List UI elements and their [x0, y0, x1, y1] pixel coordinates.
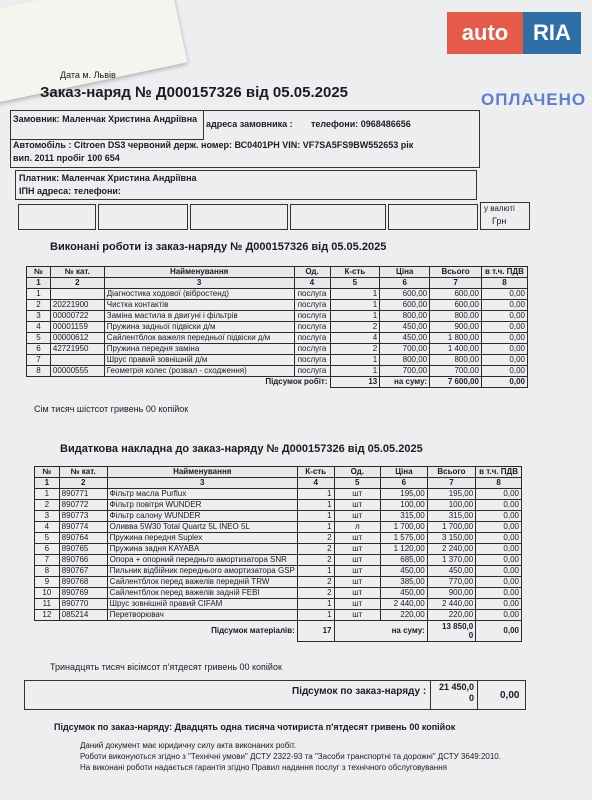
parts-cell: 1 700,00 [427, 522, 475, 533]
parts-header-4: К-сть [297, 467, 334, 478]
works-total-qty: 13 [330, 377, 380, 388]
parts-cell: шт [334, 588, 381, 599]
parts-header-3: Найменування [107, 467, 297, 478]
parts-cell: 890766 [59, 555, 107, 566]
parts-cell: 220,00 [427, 610, 475, 621]
parts-cell: Шрус зовнішній правий CIFAM [107, 599, 297, 610]
works-row [27, 289, 528, 300]
parts-row [35, 522, 522, 533]
parts-total-qty: 17 [297, 621, 334, 642]
parts-colnum-2: 2 [59, 478, 107, 489]
works-cell: 1 800,00 [430, 333, 482, 344]
parts-header-6: Ціна [381, 467, 428, 478]
parts-header-2: № кат. [59, 467, 107, 478]
works-colnum-2: 2 [50, 278, 104, 289]
works-cell: 42721950 [50, 344, 104, 355]
works-row [27, 366, 528, 377]
parts-cell: 890769 [59, 588, 107, 599]
works-cell: послуга [294, 333, 330, 344]
parts-cell: 2 [297, 588, 334, 599]
works-cell: 800,00 [430, 355, 482, 366]
works-cell: 2 [330, 322, 380, 333]
parts-cell: 890765 [59, 544, 107, 555]
works-cell: 600,00 [380, 300, 430, 311]
parts-row [35, 599, 522, 610]
works-cell: 0,00 [481, 344, 527, 355]
parts-cell: 1 575,00 [381, 533, 428, 544]
works-cell [50, 289, 104, 300]
works-cell: 0,00 [481, 355, 527, 366]
parts-cell: Фільтр повітря WUNDER [107, 500, 297, 511]
works-header-7: Всього [430, 267, 482, 278]
parts-cell: 0,00 [476, 522, 522, 533]
parts-cell: л [334, 522, 381, 533]
parts-cell: 2 440,00 [381, 599, 428, 610]
parts-cell: 385,00 [381, 577, 428, 588]
works-cell: Діагностика ходової (вібростенд) [104, 289, 294, 300]
works-cell: 1 [27, 289, 51, 300]
works-cell: 800,00 [430, 311, 482, 322]
payer: Платник: Маленчак Христина Андріївна [19, 173, 197, 183]
parts-title: Видаткова накладна до заказ-наряду № Д000157326 від 05.05.2025 [60, 443, 423, 455]
parts-cell: 1 [297, 566, 334, 577]
parts-cell: 770,00 [427, 577, 475, 588]
parts-cell: 0,00 [476, 577, 522, 588]
works-cell: 450,00 [380, 333, 430, 344]
works-cell: 2 [27, 300, 51, 311]
works-cell: 5 [27, 333, 51, 344]
works-header-5: К-сть [330, 267, 380, 278]
parts-cell: 315,00 [381, 511, 428, 522]
works-table: № № кат. Найменування Од. К-сть Ціна Всього в т.ч. ПДВ 1 2 3 4 5 6 7 8 1 Діагностика ходової (вібростенд) послуга 1 600,00 600,00 0,00 2 20221900 Чистка контактів послуга 1 600,00 600,00 0,00 3 00000722 Заміна мастила в двигуні і фільтрів послуга 1 800,00 800,00 0,00 4 00001159 Пружина задньої підвіски д/м послуга 2 450,00 900,00 0,00 5 00000612 Сайлентблок важеля передньої підвіски д/м послуга 4 450,00 1 800,00 0,00 6 42721950 Пружина передня заміна послуга 2 700,00 1 400,00 0,00 7 Шрус правий зовнішній д/м послуга 1 800,00 800,00 0,00 8 00000555 Геометрія колес (розвал - сходження) послуга 1 700,00 700,00 0,00 Підсумок робіт: 13 на суму: 7 600,00 0,00 [26, 266, 528, 388]
parts-header-1: № [35, 467, 60, 478]
works-cell: 1 [330, 300, 380, 311]
works-cell: 0,00 [481, 366, 527, 377]
parts-cell: 0,00 [476, 566, 522, 577]
parts-cell: Сайлентблок перед важелів задній FEBI [107, 588, 297, 599]
works-header-1: № [27, 267, 51, 278]
works-cell: 1 400,00 [430, 344, 482, 355]
works-cell: 00000612 [50, 333, 104, 344]
works-cell: 00001159 [50, 322, 104, 333]
customer-name: Замовник: Маленчак Христина Андріївна [13, 114, 198, 124]
parts-cell: 1 [297, 599, 334, 610]
parts-cell: 2 [35, 500, 60, 511]
currency: Грн [492, 216, 507, 226]
works-cell: послуга [294, 366, 330, 377]
works-colnum-4: 4 [294, 278, 330, 289]
customer-address-label: адреса замовника : [206, 119, 293, 129]
parts-cell: 890771 [59, 489, 107, 500]
footer-line-3: На виконані роботи надається гарантія згідно Правил надання послуг з технічного обслуговування [80, 763, 447, 772]
parts-cell: 685,00 [381, 555, 428, 566]
autoria-logo: auto RIA [447, 12, 581, 54]
works-cell: Пружина передня заміна [104, 344, 294, 355]
works-row [27, 355, 528, 366]
works-cell: 450,00 [380, 322, 430, 333]
parts-cell: 195,00 [427, 489, 475, 500]
works-cell: Пружина задньої підвіски д/м [104, 322, 294, 333]
parts-cell: шт [334, 577, 381, 588]
parts-cell: 0,00 [476, 500, 522, 511]
parts-cell: 890767 [59, 566, 107, 577]
grand-total-sum: 21 450,0 0 [438, 682, 474, 703]
parts-vat: 0,00 [476, 621, 522, 642]
parts-cell: 0,00 [476, 533, 522, 544]
parts-cell: 1 120,00 [381, 544, 428, 555]
parts-cell: 0,00 [476, 489, 522, 500]
parts-cell: 0,00 [476, 544, 522, 555]
car-info-2: вип. 2011 пробіг 100 654 [13, 153, 120, 163]
parts-cell: Пильник відбійник переднього амортизатора GSP [107, 566, 297, 577]
works-header-2: № кат. [50, 267, 104, 278]
parts-cell: шт [334, 544, 381, 555]
works-cell: 3 [27, 311, 51, 322]
parts-cell: 890774 [59, 522, 107, 533]
parts-row [35, 511, 522, 522]
parts-cell: 315,00 [427, 511, 475, 522]
footer-line-1: Даний документ має юридичну силу акта виконаних робіт. [80, 741, 297, 750]
parts-cell: Фільтр масла Purflux [107, 489, 297, 500]
parts-cell: шт [334, 533, 381, 544]
parts-cell: 890768 [59, 577, 107, 588]
parts-colnum-1: 1 [35, 478, 60, 489]
parts-cell: шт [334, 566, 381, 577]
works-title: Виконані роботи із заказ-наряду № Д000157326 від 05.05.2025 [50, 241, 387, 253]
parts-colnum-3: 3 [107, 478, 297, 489]
works-cell: 1 [330, 355, 380, 366]
works-cell: 00000722 [50, 311, 104, 322]
parts-cell: шт [334, 489, 381, 500]
parts-cell: 0,00 [476, 599, 522, 610]
parts-cell: 10 [35, 588, 60, 599]
parts-cell: Пружина задня KAYABA [107, 544, 297, 555]
works-cell: 0,00 [481, 300, 527, 311]
parts-row [35, 577, 522, 588]
works-row [27, 344, 528, 355]
parts-cell: Перетворювач [107, 610, 297, 621]
parts-cell: Фільтр салону WUNDER [107, 511, 297, 522]
parts-colnum-7: 7 [427, 478, 475, 489]
works-cell: 0,00 [481, 333, 527, 344]
parts-cell: 100,00 [427, 500, 475, 511]
parts-table: № № кат. Найменування К-сть Од. Ціна Всього в т.ч. ПДВ 1 2 3 4 5 6 7 8 1 890771 Фільтр масла Purflux 1 шт 195,00 195,00 0,00 2 890772 Фільтр повітря WUNDER 1 шт 100,00 100,00 0,00 3 890773 Фільтр салону WUNDER 1 шт 315,00 315,00 0,00 4 890774 Оливва 5W30 Total Quartz 5L INEO 5L 1 л 1 700,00 1 700,00 0,00 5 890764 Пружина передня Suplex 2 шт 1 575,00 3 150,00 0,00 6 890765 Пружина задня KAYABA 2 шт 1 120,00 2 240,00 0,00 7 890766 Опора + опорний передньго амортизатора SNR 2 шт 685,00 1 370,00 0,00 8 890767 Пильник відбійник переднього амортизатора GSP 1 шт 450,00 450,00 0,00 9 890768 Сайлентблок перед важелів передній TRW 2 шт 385,00 770,00 0,00 10 890769 Сайлентблок перед важелів задній FEBI 2 шт 450,00 900,00 0,00 11 890770 Шрус зовнішній правий CIFAM 1 шт 2 440,00 2 440,00 0,00 12 085214 Перетворювач 1 шт 220,00 220,00 0,00 Підсумок матеріалів: 17 на суму: 13 850,0 0 0,00 [34, 466, 522, 642]
works-cell: 600,00 [430, 300, 482, 311]
parts-row [35, 489, 522, 500]
parts-cell: 2 [297, 577, 334, 588]
works-row [27, 322, 528, 333]
parts-sum-words: Тринадцять тисяч вісімсот п'ятдесят гривень 00 копійок [50, 662, 282, 672]
grand-total-words: Підсумок по заказ-наряду: Двадцять одна тисяча чотириста п'ятдесят гривень 00 копійок [54, 722, 456, 732]
works-cell: Чистка контактів [104, 300, 294, 311]
parts-cell: шт [334, 500, 381, 511]
parts-colnum-4: 4 [297, 478, 334, 489]
parts-cell: Пружина передня Suplex [107, 533, 297, 544]
works-cell: 00000555 [50, 366, 104, 377]
works-cell [50, 355, 104, 366]
parts-cell: 1 [297, 489, 334, 500]
parts-cell: 6 [35, 544, 60, 555]
parts-cell: 9 [35, 577, 60, 588]
parts-cell: 890770 [59, 599, 107, 610]
works-cell: 0,00 [481, 289, 527, 300]
parts-cell: 0,00 [476, 555, 522, 566]
parts-cell: 0,00 [476, 610, 522, 621]
customer-phone: телефони: 0968486656 [311, 119, 411, 129]
parts-header-8: в т.ч. ПДВ [476, 467, 522, 478]
parts-cell: 2 [297, 555, 334, 566]
works-cell: 800,00 [380, 355, 430, 366]
parts-cell: 8 [35, 566, 60, 577]
parts-row [35, 610, 522, 621]
works-colnum-6: 6 [380, 278, 430, 289]
parts-cell: Оливва 5W30 Total Quartz 5L INEO 5L [107, 522, 297, 533]
grand-total-label: Підсумок по заказ-наряду : [292, 686, 427, 697]
works-header-4: Од. [294, 267, 330, 278]
parts-cell: 0,00 [476, 588, 522, 599]
parts-cell: шт [334, 555, 381, 566]
parts-cell: 450,00 [381, 588, 428, 599]
works-cell: 7 [27, 355, 51, 366]
parts-row [35, 500, 522, 511]
parts-cell: 1 [297, 511, 334, 522]
parts-cell: Сайлентблок перед важелів передній TRW [107, 577, 297, 588]
works-cell: послуга [294, 322, 330, 333]
works-cell: послуга [294, 344, 330, 355]
parts-cell: 3 150,00 [427, 533, 475, 544]
works-cell: Заміна мастила в двигуні і фільтрів [104, 311, 294, 322]
parts-cell: 900,00 [427, 588, 475, 599]
parts-sum: 13 850,0 0 [427, 621, 475, 642]
works-sum-words: Сім тисяч шістсот гривень 00 копійок [34, 404, 189, 414]
parts-row [35, 566, 522, 577]
parts-colnum-5: 5 [334, 478, 381, 489]
parts-cell: шт [334, 511, 381, 522]
parts-cell: 1 [35, 489, 60, 500]
works-cell: 0,00 [481, 322, 527, 333]
works-sum: 7 600,00 [430, 377, 482, 388]
works-cell: послуга [294, 300, 330, 311]
parts-cell: 2 [297, 533, 334, 544]
parts-cell: шт [334, 610, 381, 621]
works-header-8: в т.ч. ПДВ [481, 267, 527, 278]
parts-cell: 1 370,00 [427, 555, 475, 566]
works-cell: Сайлентблок важеля передньої підвіски д/м [104, 333, 294, 344]
works-cell: послуга [294, 355, 330, 366]
document-page: auto RIA Дата м. Львів Заказ-наряд № Д000157326 від 05.05.2025 ОПЛАЧЕНО Замовник: Маленчак Христина Андріївна адреса замовника : телефони: 0968486656 Автомобіль : Citroen DS3 червоний держ. номер: ВС0401РН VIN: VF7SA5FS9BW552653 рік вип. 2011 пробіг 100 654 Платник: Маленчак Христина Андріївна ІПН адреса: телефони: у валюті Грн Виконані роботи із заказ-наряду № Д000157326 від 05.05.2025 № № кат. Найменування Од. К-сть Ціна Всього в т.ч. ПДВ 1 2 3 4 5 6 7 8 1 Діагностика ходової (вібростенд) послуга 1 600,00 600,00 0,00 2 20221900 Чистка контактів послуга 1 600,00 600,00 0,00 3 00000722 Заміна мастила в двигуні і фільтрів послуга 1 800,00 800,00 0,00 4 00001159 Пружина задньої підвіски д/м послуга 2 450,00 900,00 0,00 5 00000612 Сайлентблок важеля передньої підвіски д/м послуга 4 450,00 1 800,00 0,00 6 42721950 Пружина передня заміна послуга 2 700,00 1 400,00 0,00 7 Шрус правий зовнішній д/м послуга 1 800,00 800,00 0,00 8 00000555 Геометрія колес (розвал - сходження) послуга 1 700,00 700,00 0,00 Підсумок робіт: 13 на суму: 7 600,00 0,00 Сім тисяч шістсот гривень 00 копійок Видаткова накладна до заказ-наряду № Д000157326 від 05.05.2025 № № кат. Найменування К-сть Од. Ціна Всього в т.ч. ПДВ 1 2 3 4 5 6 7 8 1 890771 Фільтр масла Purflux 1 шт 195,00 195,00 0,00 2 890772 Фільтр повітря WUNDER 1 шт 100,00 100,00 0,00 3 890773 Фільтр салону WUNDER 1 шт 315,00 315,00 0,00 4 890774 Оливва 5W30 Total Quartz 5L INEO 5L 1 л 1 700,00 1 700,00 0,00 5 890764 Пружина передня Suplex 2 шт 1 575,00 3 150,00 0,00 6 890765 Пружина задня KAYABA 2 шт 1 120,00 2 240,00 0,00 7 890766 Опора + опорний передньго амортизатора SNR 2 шт 685,00 1 370,00 0,00 8 890767 Пильник відбійник переднього амортизатора GSP 1 шт 450,00 450,00 0,00 9 890768 Сайлентблок перед важелів передній TRW 2 шт 385,00 770,00 0,00 10 890769 Сайлентблок перед важелів задній FEBI 2 шт 450,00 900,00 0,00 11 890770 Шрус зовнішній правий CIFAM 1 шт 2 440,00 2 440,00 0,00 12 085214 Перетворювач 1 шт 220,00 220,00 0,00 Підсумок матеріалів: 17 на суму: 13 850,0 0 0,00 Тринадцять тисяч вісімсот п'ятдесят гривень 00 копійок Підсумок по заказ-наряду : 21 450,0 0 0,00 Підсумок по заказ-наряду: Двадцять одна тисяча чотириста п'ятдесят гривень 00 копійок Даний документ має юридичну силу акта виконаних робіт. Роботи виконуються згідно з "Технічні умови" ДСТУ 2322-93 та "Засоби транспортні та дорожні" ДСТУ 3649:2010. На виконані роботи надається гарантія згідно Правил надання послуг з технічного обслуговування [0, 0, 592, 800]
parts-cell: 11 [35, 599, 60, 610]
parts-cell: 890772 [59, 500, 107, 511]
parts-cell: 2 440,00 [427, 599, 475, 610]
parts-cell: 1 [297, 500, 334, 511]
parts-cell: 5 [35, 533, 60, 544]
grand-total-vat: 0,00 [500, 690, 520, 701]
page-title: Заказ-наряд № Д000157326 від 05.05.2025 [40, 84, 349, 101]
parts-cell: 1 [297, 610, 334, 621]
works-colnum-7: 7 [430, 278, 482, 289]
works-header-6: Ціна [380, 267, 430, 278]
parts-header-5: Од. [334, 467, 381, 478]
works-vat: 0,00 [481, 377, 527, 388]
parts-cell: 3 [35, 511, 60, 522]
works-colnum-5: 5 [330, 278, 380, 289]
parts-cell: 2 [297, 544, 334, 555]
works-colnum-8: 8 [481, 278, 527, 289]
works-cell: 20221900 [50, 300, 104, 311]
parts-cell: 195,00 [381, 489, 428, 500]
works-cell: 1 [330, 366, 380, 377]
car-info: Автомобіль : Citroen DS3 червоний держ. номер: ВС0401РН VIN: VF7SA5FS9BW552653 рік [13, 140, 414, 150]
works-row [27, 300, 528, 311]
works-cell: послуга [294, 289, 330, 300]
parts-cell: 1 [297, 522, 334, 533]
parts-row [35, 588, 522, 599]
parts-cell: 450,00 [427, 566, 475, 577]
works-cell: 1 [330, 311, 380, 322]
works-cell: 900,00 [430, 322, 482, 333]
footer-line-2: Роботи виконуються згідно з "Технічні умови" ДСТУ 2322-93 та "Засоби транспортні та дорожні" ДСТУ 3649:2010. [80, 752, 501, 761]
parts-cell: 0,00 [476, 511, 522, 522]
parts-cell: 890764 [59, 533, 107, 544]
works-cell: 700,00 [380, 366, 430, 377]
parts-cell: 890773 [59, 511, 107, 522]
parts-cell: 450,00 [381, 566, 428, 577]
works-cell: 1 [330, 289, 380, 300]
works-row [27, 333, 528, 344]
works-cell: 700,00 [430, 366, 482, 377]
works-colnum-3: 3 [104, 278, 294, 289]
parts-colnum-6: 6 [381, 478, 428, 489]
parts-cell: 4 [35, 522, 60, 533]
parts-total-label: Підсумок матеріалів: [211, 626, 295, 635]
works-cell: 4 [27, 322, 51, 333]
paid-stamp: ОПЛАЧЕНО [481, 90, 587, 109]
works-cell: послуга [294, 311, 330, 322]
city-line: Дата м. Львів [60, 70, 116, 80]
works-cell: 600,00 [430, 289, 482, 300]
works-cell: Шрус правий зовнішній д/м [104, 355, 294, 366]
parts-cell: 1 700,00 [381, 522, 428, 533]
parts-cell: 220,00 [381, 610, 428, 621]
works-cell: 600,00 [380, 289, 430, 300]
parts-cell: Опора + опорний передньго амортизатора SNR [107, 555, 297, 566]
works-cell: 2 [330, 344, 380, 355]
works-cell: 700,00 [380, 344, 430, 355]
works-cell: 4 [330, 333, 380, 344]
works-cell: 0,00 [481, 311, 527, 322]
parts-cell: шт [334, 599, 381, 610]
parts-row [35, 555, 522, 566]
works-header-3: Найменування [104, 267, 294, 278]
works-cell: 6 [27, 344, 51, 355]
works-colnum-1: 1 [27, 278, 51, 289]
works-total-label: Підсумок робіт: [265, 377, 328, 387]
works-cell: 800,00 [380, 311, 430, 322]
parts-header-7: Всього [427, 467, 475, 478]
payer-ipn: ІПН адреса: телефони: [19, 186, 121, 196]
parts-cell: 12 [35, 610, 60, 621]
parts-row [35, 533, 522, 544]
parts-cell: 100,00 [381, 500, 428, 511]
parts-cell: 7 [35, 555, 60, 566]
parts-colnum-8: 8 [476, 478, 522, 489]
works-row [27, 311, 528, 322]
parts-cell: 2 240,00 [427, 544, 475, 555]
works-cell: Геометрія колес (розвал - сходження) [104, 366, 294, 377]
parts-row [35, 544, 522, 555]
parts-cell: 085214 [59, 610, 107, 621]
works-cell: 8 [27, 366, 51, 377]
